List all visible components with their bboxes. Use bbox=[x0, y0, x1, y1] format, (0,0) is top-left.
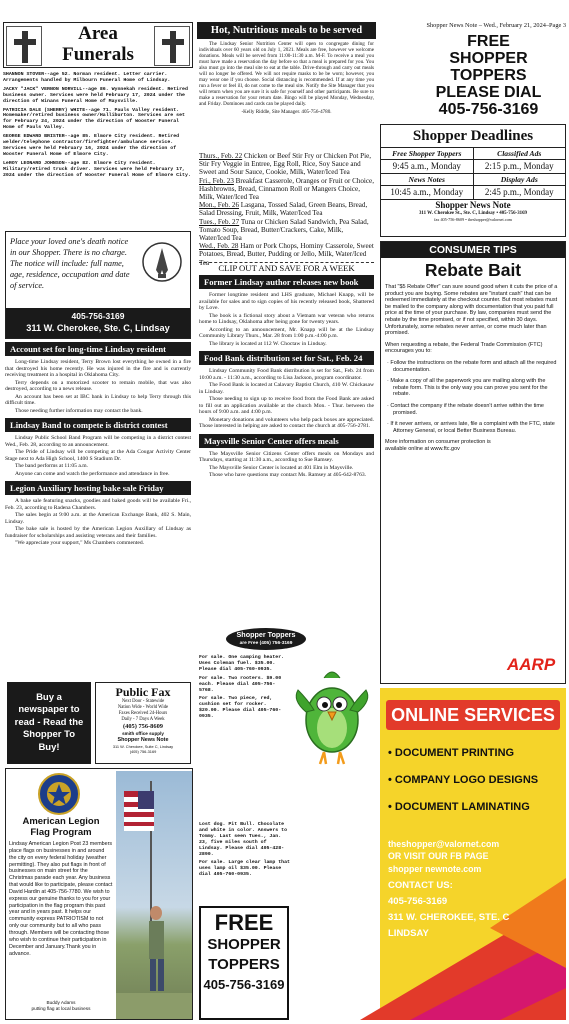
deadline-time: 2:45 p.m., Monday bbox=[484, 187, 554, 197]
topper-ad: Lost dog. Pit Bull. Chocolate and white in color. Answers to Tommy. Last seen Tues., Jan. 23, five miles south of Lindsay. Please dial 405-428-2890. bbox=[199, 822, 288, 857]
menu-day: Tues., Feb. 27 Tuna or Chicken Salad Sandwich, Pea Salad, Tomato Soup, Bread, Butter/Crackers, Cake, Milk, Water/Iced Tea bbox=[199, 217, 369, 243]
menu-day: Thurs., Feb. 22 Chicken or Beef Stir Fry or Chicken Pot Pie, Stir Fry Veggie in Entree, Egg Roll, Rice, Soy Sauce and Sweet and Sour Sauce, Cookie, Milk, Water/Iced Tea bbox=[199, 152, 372, 177]
nutrition-intro: The Lindsay Senior Nutrition Center will open to congregate dining for individuals over 60 years old on July 1, 2021. Meals are free, however we welcome donations. Meals will be served from 11:00-11:30 a.m. M-F. To receive a meal you must have made a reservation the day before so that a meal is prepared for you. You also must go into the meal site to eat at the table. Drive-through and carry out meals will no longer be offered. We will not require masks to be be worn; however, you may wear one if you choose. Social distancing is recommended. If at any time you run a fever or feel ill, do not come to the meal site. Notify the Site Manager that you will return when you are sure it is safe for yourself and other participants. Be sure to make a reservation for your return date. Bingo will be played Monday, Wednesday, and Friday. Dominoes and cards can be played daily. -Kelly Riddle, Site Manager. 405-756-4780. bbox=[199, 41, 374, 115]
fax-brand: Shopper News Note bbox=[117, 737, 169, 743]
consumer-tips-label: CONSUMER TIPS bbox=[381, 242, 565, 258]
article-body: The Maysville Senior Citizens Center offers meals on Mondays and Thursdays, starting at 11:30 a.m., according to Sue Ramsey. The Maysville Senior Center is located at 401 Elm in Maysville. Those who have questions may contact Ms. Ramsey at 405-642-8763. bbox=[199, 450, 374, 478]
article-body: Long-time Lindsay resident, Terry Brown lost everything he owned in a fire that destroyed his home recently. He was injured in the fire and is currently receiving treatment in a hospital in Oklahoma City. Terry depends on a motorized scooter to remain mobile, that was also destroyed, according to a news release. An account has been set at IBC bank in Lindsay to help Terry through this difficult time. Those needing further information may contact the bank. bbox=[5, 359, 191, 414]
free-shopper-toppers-ad: FREE SHOPPER TOPPERS PLEASE DIAL 405-756-3169 bbox=[435, 33, 542, 118]
obituary: JACKY "JACK" VERNON NORVILL--age 86. Wynnekah resident. Retired business owner. Services were held February 17, 2024 under the direction of Winans Funeral Home of Maysville. bbox=[3, 86, 188, 104]
fax-line: Next Door - Statewide bbox=[121, 699, 165, 704]
tip-bullet: · Contact the company if the rebate doesn't arrive within the time promised. bbox=[387, 402, 544, 416]
online-services-ad bbox=[380, 688, 566, 1020]
shopper-deadlines-box bbox=[380, 124, 566, 237]
funeral-cross-icon-right bbox=[154, 26, 190, 66]
topper-ad: For sale. Large clear lamp that uses lamp oil $35.00. Please dial 405-760-0935. bbox=[199, 860, 290, 878]
online-services-title: ONLINE SERVICES bbox=[386, 700, 560, 730]
flag-photo bbox=[116, 771, 192, 1019]
deadlines-brand: Shopper News Note bbox=[435, 200, 511, 210]
deadline-time: 10:45 a.m., Monday bbox=[390, 187, 464, 197]
fax-line: Nation Wide - World Wide bbox=[117, 705, 169, 710]
deadline-label: Free Shopper Toppers bbox=[381, 148, 473, 160]
topper-ad: For sale. Two piece, red, cushion set for rocker. $20.00. Please dial 405-760-0935. bbox=[199, 696, 282, 720]
tip-paragraph: More information on consumer protection is available online at www.ftc.gov bbox=[385, 439, 491, 452]
tip-paragraph: That "$5 Rebate Offer" can sure sound good when it cuts the price of a product you are buying. Some rebates are "instant cash" that can be redeemed immediately at the checkout counter. But most rebates must be mailed to the company along with documentation that you paid full price at the time of your purchase. By law, companies must send the rebate by the time promised, or if not specified, within 30 days. Unfortunately, some rebates never arrive, or come much later than promised. bbox=[385, 284, 558, 337]
deadlines-title: Shopper Deadlines bbox=[381, 125, 565, 148]
death-notice-ad bbox=[5, 231, 191, 339]
deadlines-contact: fax 405-756-8609 • theshopper@valornet.com bbox=[434, 217, 512, 222]
area-funerals-title: Area Funerals bbox=[62, 23, 134, 65]
service-item: • DOCUMENT PRINTING bbox=[388, 747, 515, 759]
left-articles bbox=[5, 342, 191, 679]
legion-body: Lindsay American Legion Post 23 members place flags on businesses in and around the city on every federal holiday (weather permitting). They also put flags in front of businesses on main street for the Christmas parade each year. Any business that would like to participate, please contact David Hardin at 405-756-7780. We wish to express our genuine thanks to you for your participation in the flag program this past year and in years past. It helps our community express PATRIOTISM to not only our community but to all who pass through. Members will be contacting those who wish to continue their participation in December and January.Thank you in advance. bbox=[9, 841, 113, 957]
praying-hands-icon bbox=[140, 240, 184, 284]
legion-sign: Buddy Adams putting flag at local business bbox=[31, 1000, 91, 1011]
deadlines-addr: 311 W. Cherokee St., Ste. C, Lindsay • 405-756-3169 bbox=[418, 211, 527, 216]
american-legion-emblem bbox=[36, 772, 82, 816]
fax-addr: 311 W. Cherokee, Suite C, Lindsay bbox=[112, 744, 174, 749]
fax-sub: smith office supply bbox=[122, 731, 164, 736]
deadline-time: 9:45 a.m., Monday bbox=[392, 161, 461, 171]
tip-bullet: · Follow the instructions on the rebate form and attach all the required documentation. bbox=[387, 359, 557, 373]
consumer-tips bbox=[380, 241, 566, 684]
article-headline: Lindsay Band to compete is district contest bbox=[5, 418, 191, 432]
mid-articles bbox=[199, 275, 374, 627]
fax-line: Faxes Received 24-Hours bbox=[118, 711, 168, 716]
tip-bullet: · Make a copy of all the paperwork you are mailing along with the rebate form. This is the only way you can prove you sent for the rebate. bbox=[387, 378, 548, 398]
tip-bullet: · If it never arrives, or arrives late, file a complaint with the FTC, state Attorney General, or local Better Business Bureau. bbox=[387, 421, 555, 434]
aarp-logo: AARP bbox=[507, 655, 556, 674]
legion-flag-ad bbox=[5, 768, 193, 1020]
nutrition-menu bbox=[199, 152, 374, 267]
obituary: LeROY LEONARD JOHNSON--age 82. Elmore City resident. Military/retired truck driver. Services were held February 17, 2024 under the direction of Wooster Funeral Home of Elmore City. bbox=[3, 160, 191, 178]
obituary: PATRICIA DALE (SHERRY) WHITE--age 71. Pauls Valley resident. Homemaker/retired business owner/Halliburton. Services are set for February 24, 2024 under the direction of Wooster Funeral Home of Pauls Valley. bbox=[3, 107, 185, 131]
consumer-tips-title: Rebate Bait bbox=[424, 260, 522, 280]
article-body: Former longtime resident and LHS graduate, Michael Knapp, will be available for sales and to sign copies of his recently released book, Shattered by Love. The book is a fictional story about a Vietnam war veteran who returns home to Lindsay, Oklahoma after being gone for twenty years. According to an announcement, Mr. Knapp will be at the Lindsay Community Library Thurs., Mar. 28 from 1:00 p.m.-4:00 p.m. The library is located at 112 W. Choctaw in Lindsay. bbox=[199, 292, 374, 347]
article-headline: Former Lindsay author releases new book bbox=[199, 275, 374, 289]
deadline-label: News Notes bbox=[381, 173, 473, 186]
death-notice-text: Place your loved one's death notice in our Shopper. There is no charge. The notice will include: full name, age, residence, occupation and date of service. bbox=[10, 237, 130, 290]
toppers-ads-bottom bbox=[199, 822, 291, 908]
topper-ad: For sale. Two rooters. $9.00 each. Please dial 405-756-5768. bbox=[199, 675, 282, 693]
nutrition-headline: Hot, Nutritious meals to be served bbox=[197, 22, 376, 39]
bird-mascot-icon bbox=[290, 660, 374, 772]
running-head: Shopper News Note – Wed., February 21, 2024–Page 3 bbox=[426, 22, 566, 29]
buy-newspaper-box bbox=[7, 682, 91, 764]
death-notice-contact: 405-756-3169 311 W. Cherokee, Ste. C, Lindsay bbox=[6, 308, 190, 338]
article-body: Lindsay Community Food Bank distribution is set for Sat., Feb. 24 from 10:00 a.m. - 11:30 a.m., according to Lisa Jackson, program coordinator. The Food Bank is located at Calavary Baptist Church, 410 W. Chickasaw in Lindsay. Those needing to sign up to receive food from the Food Bank are asked to fill out an application available at the church Mon. - Thur. between the hours of 9:00 a.m. and 4:00 p.m. Monetary donations and volunteers who help pack boxes are appreciated. Those interested in helping are asked to contact the church at 405-756-2781. bbox=[199, 368, 374, 429]
fax-phone: (405) 756-8609 bbox=[123, 723, 163, 730]
article-headline: Food Bank distribution set for Sat., Feb. 24 bbox=[199, 351, 374, 365]
service-item: • COMPANY LOGO DESIGNS bbox=[388, 774, 539, 786]
service-item: • DOCUMENT LAMINATING bbox=[388, 801, 530, 813]
tip-paragraph: When requesting a rebate, the Federal Trade Commission (FTC) encourages you to: bbox=[385, 341, 543, 355]
article-headline: Account set for long-time Lindsay resident bbox=[5, 342, 191, 356]
obituary: GEORGE EDWARD BRISTER--age 85. Elmore City resident. Retired welder/telephone contractor/firefighter/ambulance service. Services were held February 16, 2024 under the direction of Wooster Funeral Home of Elmore City. bbox=[3, 134, 180, 157]
menu-day: Fri., Feb. 23 Breakfast Casserole, Oranges or Fruit or Choice, Hashbrowns, Bread, Cinnamon Roll or Mangers Choice, Milk, Water/Iced Tea bbox=[199, 176, 374, 202]
public-fax-title: Public Fax bbox=[115, 685, 171, 699]
article-body: A bake sale featuring snacks, goodies and baked goods will be available Fri., Feb. 23, according to Radena Chambers. The sales begin at 9:00 a.m. at the American Exchange Bank, 402 S. Main, Lindsay. The bake sale is hosted by the American Legion Auxillary of Lindsay as fundraiser for scholarships and assisting veterans and their families. "We appreciate your support," Ms Chambers commented. bbox=[5, 498, 191, 546]
article-headline: Legion Auxiliary hosting bake sale Friday bbox=[5, 481, 191, 495]
public-fax-box bbox=[95, 682, 191, 764]
deadline-label: Classified Ads bbox=[474, 148, 566, 160]
buy-newspaper-text: Buy a newspaper to read - Read the Shopper To Buy! bbox=[14, 691, 84, 753]
obituary-list bbox=[3, 72, 193, 228]
menu-day: Wed., Feb. 28 Ham or Pork Chops, Hominy Casserole, Sweet Potatoes, Bread, Butter, Pudding or Jello, Milk, Water/Iced Tea bbox=[199, 242, 374, 267]
deadline-label: Display Ads bbox=[474, 173, 566, 186]
menu-day: Mon., Feb. 26 Lasgana, Tossed Salad, Green Beans, Bread, Salad Dressing, Fruit, Milk, Water/Iced Tea bbox=[199, 201, 368, 218]
topper-ad: For sale. One camping heater. Uses Coleman fuel. $35.00. Please dial 405-760-0935. bbox=[199, 655, 285, 672]
fax-addr2: (405) 756-3169 bbox=[129, 749, 157, 754]
article-headline: Maysville Senior Center offers meals bbox=[199, 434, 374, 448]
fax-line: Daily - 7 Days A Week bbox=[121, 717, 165, 722]
legion-title: American Legion Flag Program bbox=[22, 816, 100, 838]
free-toppers-box: FREE SHOPPER TOPPERS 405-756-3169 bbox=[199, 906, 289, 1020]
online-services-list bbox=[388, 740, 564, 826]
clip-out-banner: CLIP OUT AND SAVE FOR A WEEK bbox=[199, 262, 374, 273]
obituary: SHANNON STOVER--age 52. Norman resident. Letter carrier. Arrangements handled by Milbourn Funeral Home of Lindsay. bbox=[3, 72, 171, 83]
online-contact: theshopper@valornet.com OR VISIT OUR FB PAGE shopper newnote.com CONTACT US: 405-756-3169 311 W. CHEROKEE, STE. C LINDSAY bbox=[388, 839, 510, 939]
toppers-ads-top bbox=[199, 655, 287, 773]
article-body: Lindsay Public School Band Program will be competing in a district contest Wed., Feb. 28, according to an announcement. The Pride of Lindsay will be competing at the Ada Cougar Activity Center Stage next to Ada High School, 1400 S Stadium Dr. The band performs at 11:05 a.m. Anyone can come and watch the performance and attendance in free. bbox=[5, 435, 191, 477]
toppers-banner: Shopper Toppers are Free (405) 756-3169 bbox=[226, 628, 306, 650]
funeral-cross-icon bbox=[6, 26, 42, 66]
area-funerals-header bbox=[3, 22, 193, 68]
deadline-time: 2:15 p.m., Monday bbox=[484, 161, 554, 171]
